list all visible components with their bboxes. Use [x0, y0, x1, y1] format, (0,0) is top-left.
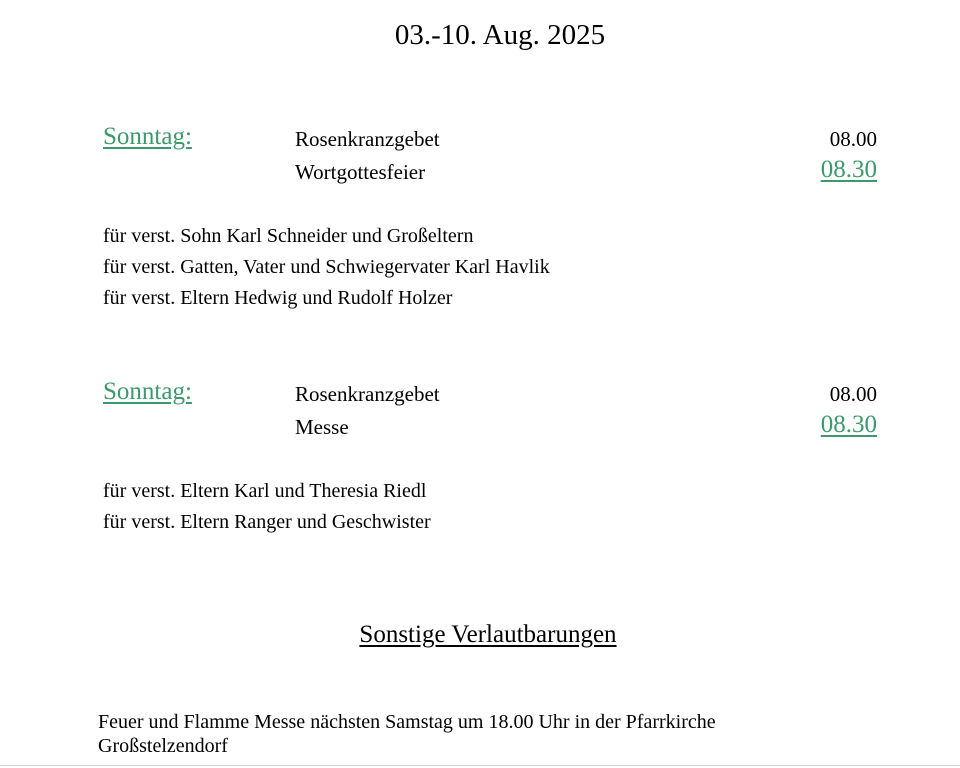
- event-name: Rosenkranzgebet: [295, 382, 440, 406]
- page-bottom-divider: [0, 765, 960, 766]
- event-time-link[interactable]: 08.30: [820, 411, 877, 438]
- event-name: Rosenkranzgebet: [295, 127, 440, 151]
- mass-intention: für verst. Eltern Karl und Theresia Riedl: [103, 480, 427, 502]
- mass-intention: für verst. Eltern Ranger und Geschwister: [103, 511, 431, 533]
- mass-intention: für verst. Sohn Karl Schneider und Großeltern: [103, 225, 474, 247]
- announcements-heading: Sonstige Verlautbarungen: [359, 621, 617, 648]
- event-time: 08.00: [829, 127, 877, 151]
- announcement-line: Feuer und Flamme Messe nächsten Samstag um 18.00 Uhr in der Pfarrkirche: [98, 711, 716, 733]
- mass-intention: für verst. Gatten, Vater und Schwiegervater Karl Havlik: [103, 256, 550, 278]
- mass-intention: für verst. Eltern Hedwig und Rudolf Holzer: [103, 287, 453, 309]
- announcement-line: Großstelzendorf: [98, 735, 228, 757]
- event-name: Wortgottesfeier: [295, 160, 426, 184]
- page-title: 03.-10. Aug. 2025: [394, 19, 606, 51]
- day-link-sonntag-1[interactable]: Sonntag:: [103, 123, 192, 150]
- day-link-sonntag-2[interactable]: Sonntag:: [103, 378, 192, 405]
- event-time-link[interactable]: 08.30: [820, 156, 877, 183]
- event-name: Messe: [295, 415, 349, 439]
- event-time: 08.00: [829, 382, 877, 406]
